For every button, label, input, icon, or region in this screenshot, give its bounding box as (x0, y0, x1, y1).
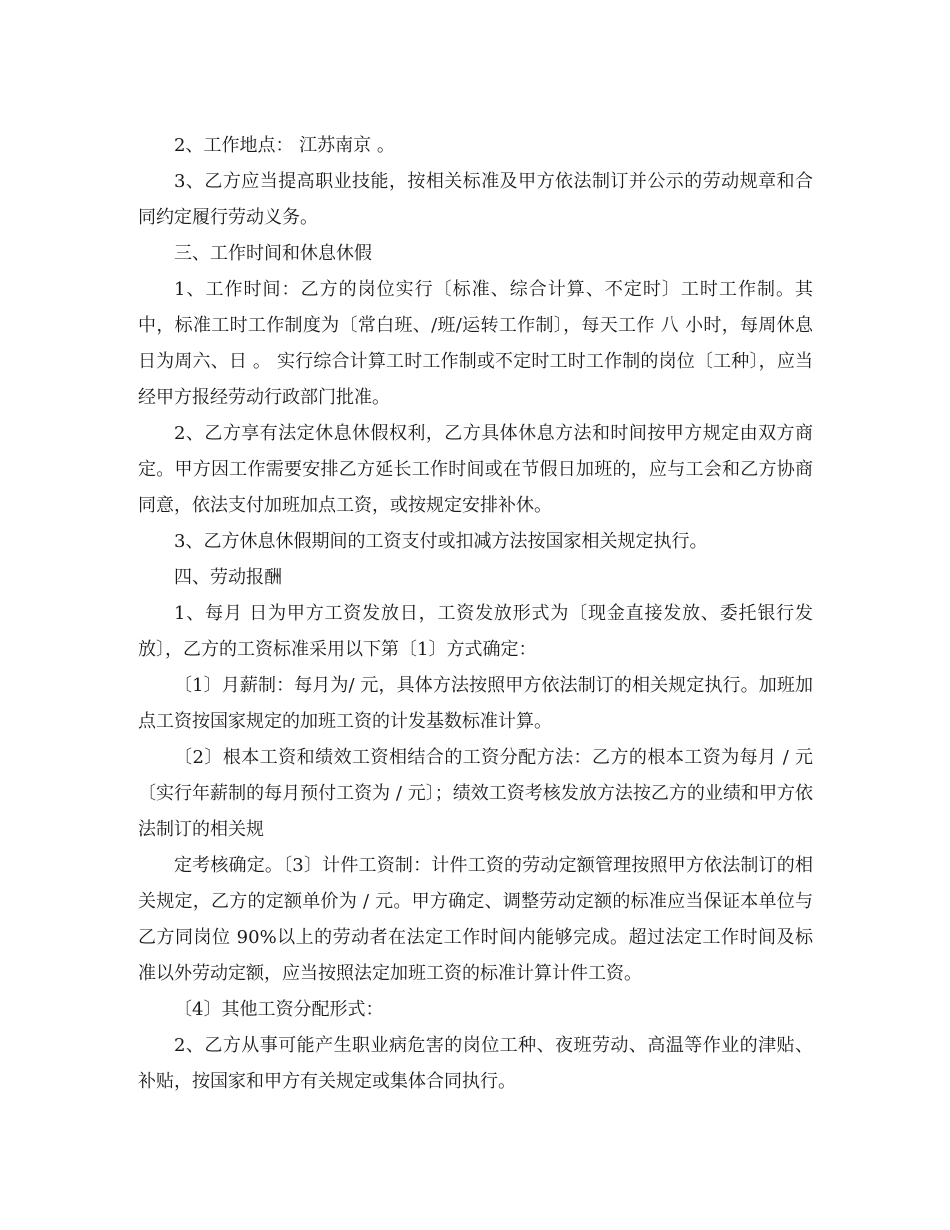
paragraph-work-time: 1、工作时间：乙方的岗位实行〔标准、综合计算、不定时〕工时工作制。其中，标准工时工作制度为〔常白班、/班/运转工作制〕，每天工作 八 小时，每周休息日为周六、日 。 实行综合计算工时工作制或不定时工时工作制的岗位〔工种〕，应当经甲方报经劳动行政部门批准。 (138, 279, 813, 408)
paragraph-monthly-salary: 〔1〕月薪制：每月为/ 元，具体方法按照甲方依法制订的相关规定执行。加班加点工资按国家规定的加班工资的计发基数标准计算。 (138, 675, 813, 732)
paragraph-base-performance: 〔2〕根本工资和绩效工资相结合的工资分配方法：乙方的根本工资为每月 / 元〔实行年薪制的每月预付工资为 / 元〕；绩效工资考核发放方法按乙方的业绩和甲方依法制订的相关规 (138, 747, 813, 840)
paragraph-work-location: 2、工作地点： 江苏南京 。 (174, 135, 395, 156)
document-body (138, 128, 813, 1100)
section-heading-work-time: 三、工作时间和休息休假 (174, 243, 372, 264)
paragraph-piecework: 定考核确定。〔3〕计件工资制：计件工资的劳动定额管理按照甲方依法制订的相关规定，乙方的定额单价为 / 元。甲方确定、调整劳动定额的标准应当保证本单位与乙方同岗位 90%以上的劳动者在法定工作时间内能够完成。超过法定工作时间及标准以外劳动定额，应当按照法定加班工资的标准计算计件工资。 (138, 855, 813, 984)
section-heading-remuneration: 四、劳动报酬 (174, 567, 282, 588)
paragraph-payday: 1、每月 日为甲方工资发放日，工资发放形式为〔现金直接发放、委托银行发放〕，乙方的工资标准采用以下第〔1〕方式确定： (138, 603, 813, 660)
paragraph-skills-duty: 3、乙方应当提高职业技能，按相关标准及甲方依法制订并公示的劳动规章和合同约定履行劳动义务。 (138, 171, 813, 228)
paragraph-rest-rights: 2、乙方享有法定休息休假权利，乙方具体休息方法和时间按甲方规定由双方商定。甲方因工作需要安排乙方延长工作时间或在节假日加班的，应与工会和乙方协商同意，依法支付加班加点工资，或按规定安排补休。 (138, 423, 813, 516)
paragraph-allowances: 2、乙方从事可能产生职业病危害的岗位工种、夜班劳动、高温等作业的津贴、补贴，按国家和甲方有关规定或集体合同执行。 (138, 1035, 813, 1092)
paragraph-other-forms: 〔4〕其他工资分配形式： (174, 999, 384, 1020)
paragraph-rest-pay: 3、乙方休息休假期间的工资支付或扣减方法按国家相关规定执行。 (174, 531, 708, 552)
